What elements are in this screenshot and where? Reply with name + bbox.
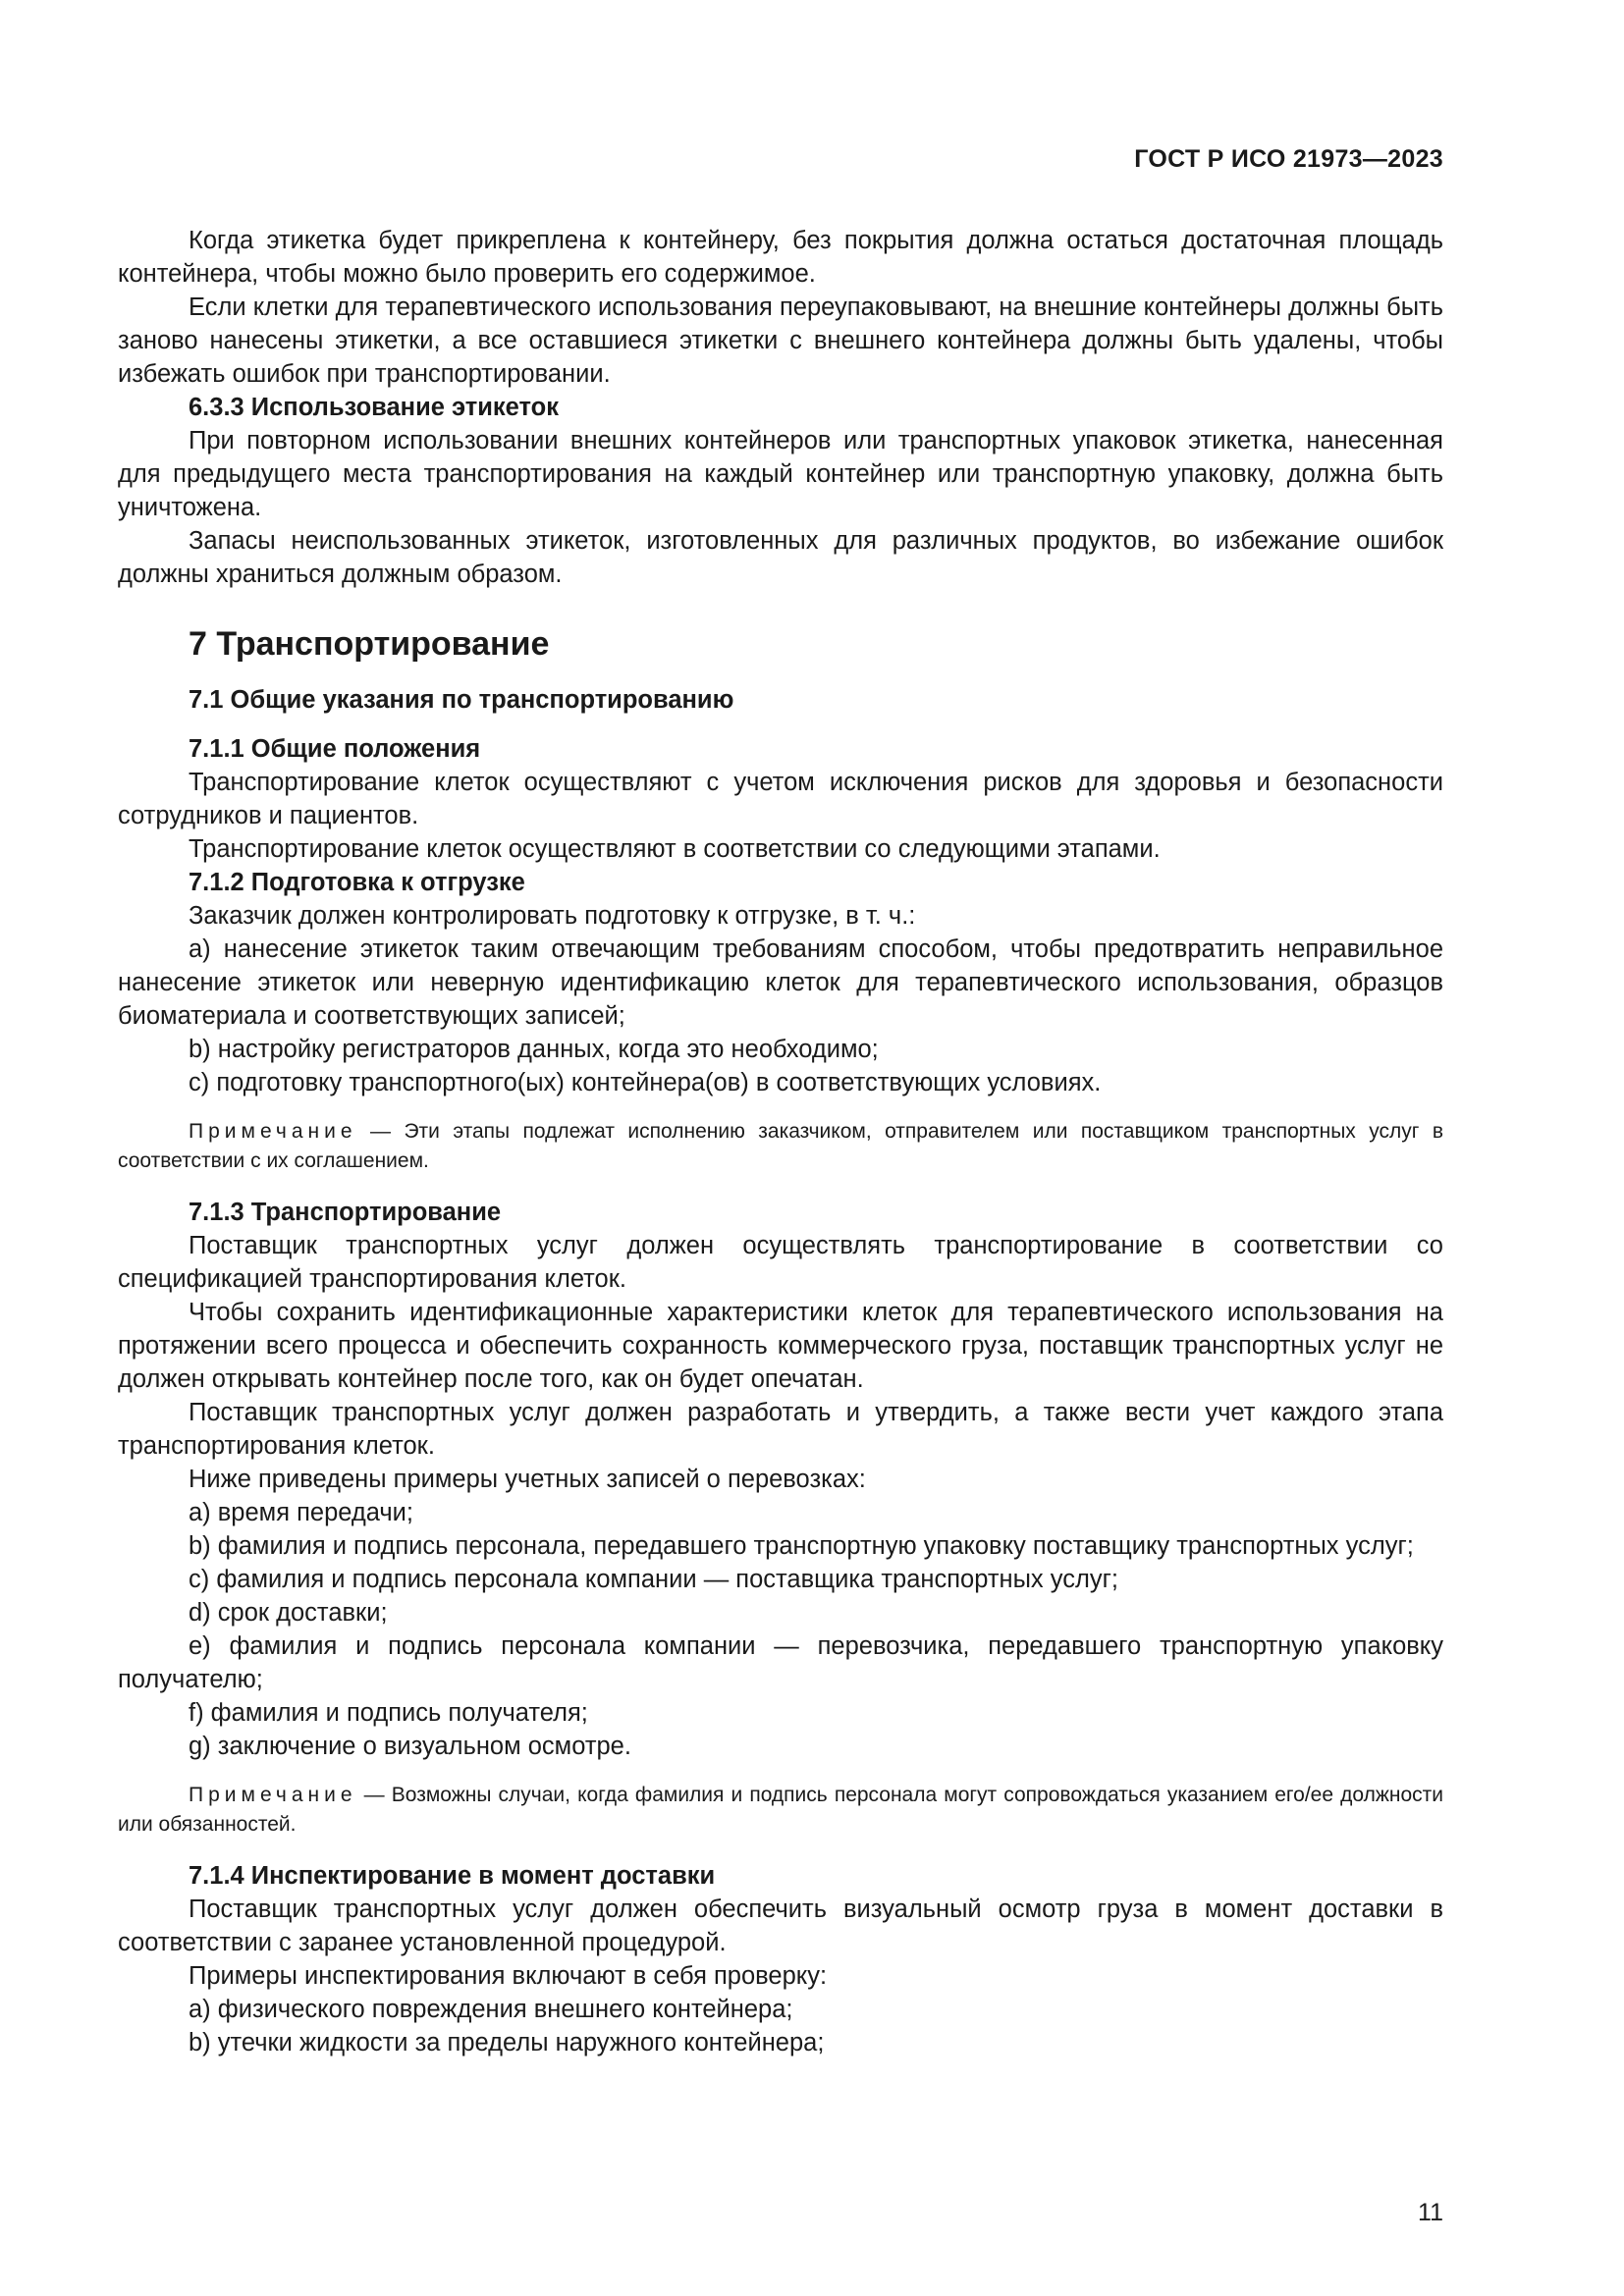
paragraph: Ниже приведены примеры учетных записей о перевозках: (189, 1466, 866, 1493)
section-heading-7-1-1: 7.1.1 Общие положения (189, 735, 481, 763)
paragraph: Если клетки для терапевтического использования переупаковывают, на внешние контейнеры должны быть заново нанесены этикетки, а все оставшиеся этикетки с внешнего контейнера должны быть удалены, чтобы избежать ошибок при транспортировании. (118, 294, 1443, 388)
document-page (118, 0, 1443, 2296)
document-body (118, 224, 1443, 2059)
section-heading-7-1-3: 7.1.3 Транспортирование (189, 1199, 502, 1226)
paragraph: Поставщик транспортных услуг должен разработать и утвердить, а также вести учет каждого этапа транспортирования клеток. (118, 1399, 1443, 1460)
section-heading-7: 7 Транспортирование (189, 625, 550, 663)
list-item: c) фамилия и подпись персонала компании — поставщика транспортных услуг; (189, 1566, 1118, 1593)
page-number: 11 (1418, 2199, 1443, 2226)
note-text: — Возможны случаи, когда фамилия и подпись персонала могут сопровождаться указанием его/ее должности или обязанностей. (118, 1784, 1443, 1836)
section-heading-6-3-3: 6.3.3 Использование этикеток (189, 394, 560, 421)
list-item: a) время передачи; (189, 1499, 414, 1526)
note (118, 1781, 1443, 1840)
list-item: d) срок доставки; (189, 1599, 388, 1627)
list-item: b) настройку регистраторов данных, когда это необходимо; (189, 1036, 879, 1063)
note-label: Примечание (189, 1120, 357, 1143)
paragraph: Чтобы сохранить идентификационные характеристики клеток для терапевтического использования на протяжении всего процесса и обеспечить сохранность коммерческого груза, поставщик транспортных услуг не должен открывать контейнер после того, как он будет опечатан. (118, 1299, 1443, 1393)
list-item: c) подготовку транспортного(ых) контейнера(ов) в соответствующих условиях. (189, 1069, 1102, 1096)
paragraph: Запасы неиспользованных этикеток, изготовленных для различных продуктов, во избежание ошибок должны храниться должным образом. (118, 527, 1443, 588)
list-item: a) физического повреждения внешнего контейнера; (189, 1996, 793, 2023)
paragraph: Поставщик транспортных услуг должен обеспечить визуальный осмотр груза в момент доставки в соответствии с заранее установленной процедурой. (118, 1896, 1443, 1956)
paragraph: Когда этикетка будет прикреплена к контейнеру, без покрытия должна остаться достаточная площадь контейнера, чтобы можно было проверить его содержимое. (118, 227, 1443, 288)
section-heading-7-1-2: 7.1.2 Подготовка к отгрузке (189, 869, 525, 896)
paragraph: Транспортирование клеток осуществляют в соответствии со следующими этапами. (189, 835, 1161, 863)
paragraph: Заказчик должен контролировать подготовку к отгрузке, в т. ч.: (189, 902, 916, 930)
note (118, 1117, 1443, 1176)
list-item: f) фамилия и подпись получателя; (189, 1699, 588, 1727)
list-item: b) утечки жидкости за пределы наружного контейнера; (189, 2029, 825, 2056)
paragraph: При повторном использовании внешних контейнеров или транспортных упаковок этикетка, нанесенная для предыдущего места транспортирования на каждый контейнер или транспортную упаковку, должна быть уничтожена. (118, 427, 1443, 521)
list-item: g) заключение о визуальном осмотре. (189, 1733, 631, 1760)
list-item: a) нанесение этикеток таким отвечающим требованиям способом, чтобы предотвратить неправильное нанесение этикеток или неверную идентификацию клеток для терапевтического использования, образцов биоматериала и соответствующих записей; (118, 935, 1443, 1030)
note-text: — Эти этапы подлежат исполнению заказчиком, отправителем или поставщиком транспортных услуг в соответствии с их соглашением. (118, 1120, 1443, 1172)
list-item: e) фамилия и подпись персонала компании — перевозчика, передавшего транспортную упаковку получателю; (118, 1632, 1443, 1693)
list-item: b) фамилия и подпись персонала, передавшего транспортную упаковку поставщику транспортных услуг; (189, 1532, 1414, 1560)
note-label: Примечание (189, 1784, 357, 1806)
document-id: ГОСТ Р ИСО 21973—2023 (1134, 145, 1443, 173)
section-heading-7-1: 7.1 Общие указания по транспортированию (189, 686, 734, 714)
paragraph: Примеры инспектирования включают в себя проверку: (189, 1962, 828, 1990)
paragraph: Транспортирование клеток осуществляют с учетом исключения рисков для здоровья и безопасности сотрудников и пациентов. (118, 769, 1443, 829)
section-heading-7-1-4: 7.1.4 Инспектирование в момент доставки (189, 1862, 716, 1890)
paragraph: Поставщик транспортных услуг должен осуществлять транспортирование в соответствии со спецификацией транспортирования клеток. (118, 1232, 1443, 1293)
